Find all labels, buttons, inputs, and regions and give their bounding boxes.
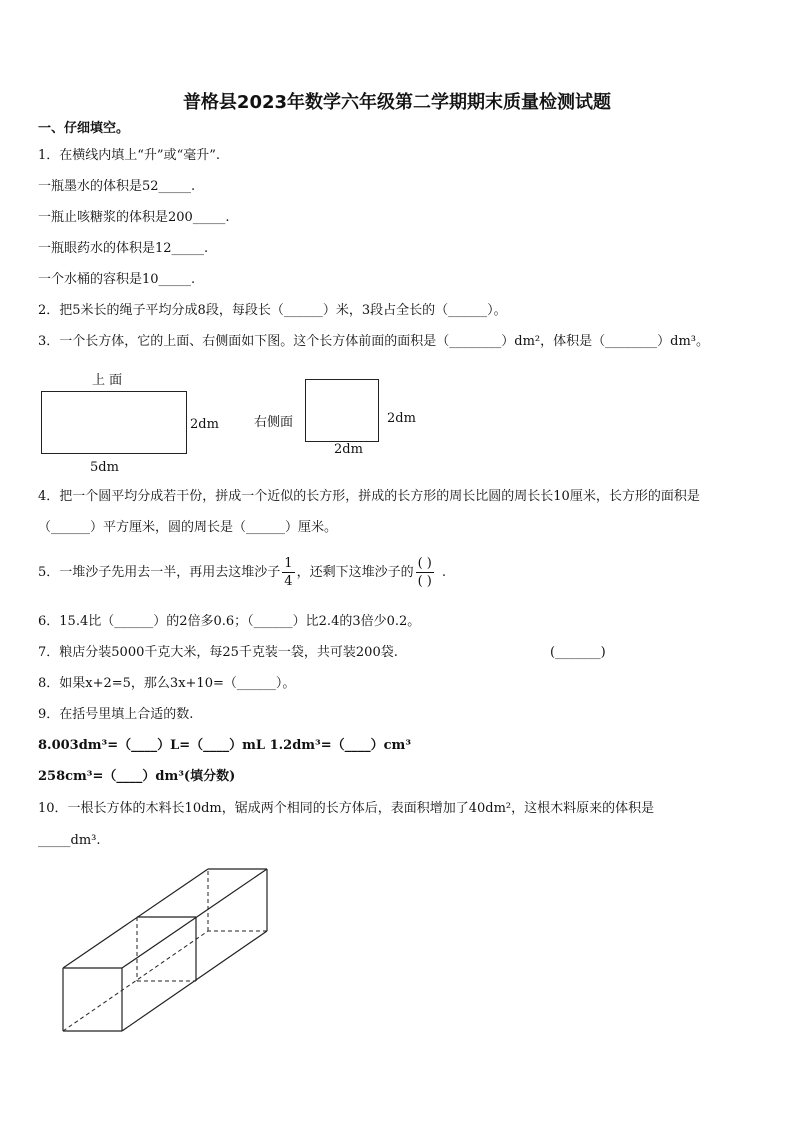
fraction-denominator: ( )	[417, 574, 432, 589]
top-face-height-label: 2dm	[190, 417, 219, 432]
fraction-numerator: ( )	[417, 556, 432, 571]
section-heading: 一、仔细填空。	[38, 121, 130, 136]
side-face-label: 右侧面	[254, 415, 294, 430]
cuboid-edge	[63, 869, 208, 968]
cuboid-figure	[50, 855, 280, 1040]
cuboid-edge	[122, 869, 267, 968]
question-7-answer-blank: (_______)	[550, 645, 606, 660]
question-2: 2．把5米长的绳子平均分成8段，每段长（______）米，3段占全长的（______）。	[38, 303, 507, 318]
question-9-line2: 258cm³=（____）dm³(填分数)	[38, 769, 236, 784]
side-face-width-label: 2dm	[334, 442, 363, 457]
question-5	[38, 554, 446, 592]
page-title: 普格县2023年数学六年级第二学期期末质量检测试题	[182, 92, 612, 113]
side-face-height-label: 2dm	[387, 411, 416, 426]
question-5-text: ，还剩下这堆沙子的	[296, 565, 414, 580]
question-1-item: 一瓶止咳糖浆的体积是200_____.	[38, 210, 230, 225]
fraction-denominator: 4	[284, 574, 293, 589]
question-1-stem: 1．在横线内填上“升”或“毫升”.	[38, 148, 220, 163]
top-face-width-label: 5dm	[90, 460, 119, 475]
question-9-line1: 8.003dm³=（____）L=（____）mL 1.2dm³=（____）cm³	[38, 738, 412, 753]
question-10-line1: 10．一根长方体的木料长10dm，锯成两个相同的长方体后，表面积增加了40dm²，这根木料原来的体积是	[38, 801, 655, 816]
side-face-square	[305, 379, 379, 442]
top-face-rectangle	[41, 391, 187, 454]
question-8: 8．如果x+2=5，那么3x+10=（______）。	[38, 676, 296, 691]
question-5-text: 5．一堆沙子先用去一半，再用去这堆沙子	[38, 565, 281, 580]
question-9-stem: 9．在括号里填上合适的数.	[38, 707, 194, 722]
question-1-item: 一瓶墨水的体积是52_____.	[38, 179, 196, 194]
fraction-numerator: 1	[284, 556, 293, 571]
question-6: 6．15.4比（______）的2倍多0.6；（______）比2.4的3倍少0.2。	[38, 614, 421, 629]
question-1-item: 一瓶眼药水的体积是12_____.	[38, 241, 209, 256]
question-7: 7．粮店分装5000千克大米，每25千克装一袋，共可装200袋.	[38, 645, 398, 660]
question-4-line1: 4．把一个圆平均分成若干份，拼成一个近似的长方形，拼成的长方形的周长比圆的周长长10厘米，长方形的面积是	[38, 489, 700, 504]
question-3: 3．一个长方体，它的上面、右侧面如下图。这个长方体前面的面积是（________）dm²，体积是（________）dm³。	[38, 334, 709, 349]
fraction-blank	[416, 555, 434, 590]
question-10-line2: _____dm³.	[38, 833, 101, 848]
question-5-text: .	[441, 565, 446, 580]
fraction-one-quarter	[282, 555, 294, 590]
question-4-line2: （______）平方厘米，圆的周长是（______）厘米。	[38, 520, 338, 535]
question-1-item: 一个水桶的容积是10_____.	[38, 272, 196, 287]
top-face-label: 上 面	[92, 373, 123, 388]
